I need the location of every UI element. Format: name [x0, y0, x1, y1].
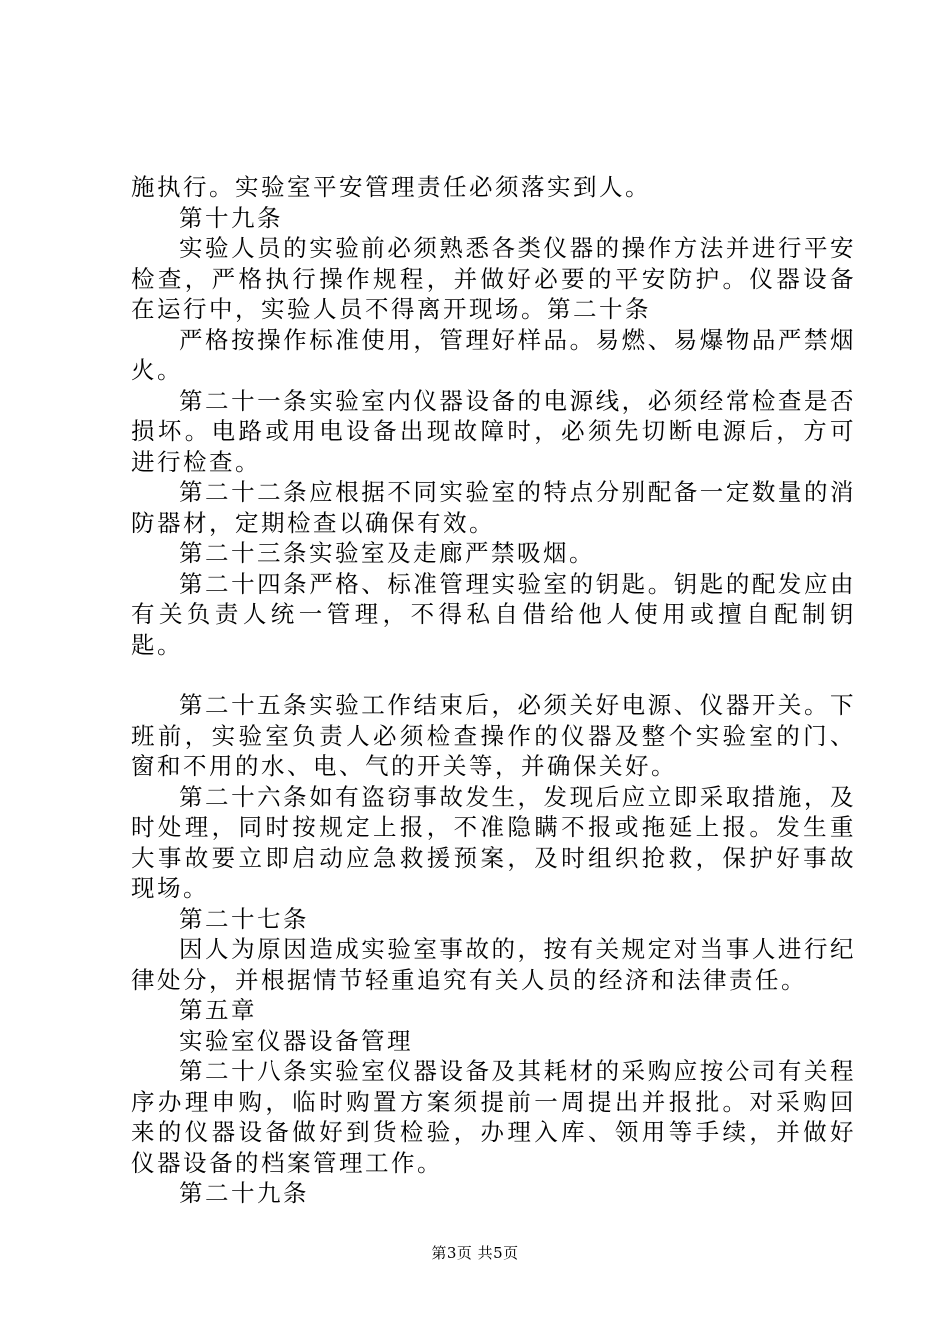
- paragraph-continuation: 施执行。实验室平安管理责任必须落实到人。: [131, 173, 651, 201]
- article-24-text: 第二十四条严格、标准管理实验室的钥匙。钥匙的配发应由有关负责人统一管理，不得私自借给他人使用或擅自配制钥匙。: [131, 569, 856, 659]
- article-27-heading: 第二十七条: [179, 904, 309, 933]
- article-20-text: 严格按操作标准使用，管理好样品。易燃、易爆物品严禁烟火。: [131, 325, 856, 384]
- chapter-5-title: 实验室仪器设备管理: [179, 1026, 413, 1055]
- document-body: [131, 172, 856, 1209]
- article-23-text: 第二十三条实验室及走廊严禁吸烟。: [179, 539, 595, 567]
- article-28-text: 第二十八条实验室仪器设备及其耗材的采购应按公司有关程序办理申购，临时购置方案须提前一周提出并报批。对采购回来的仪器设备做好到货检验，办理入库、领用等手续，并做好仪器设备的档案管理工作。: [131, 1057, 856, 1177]
- article-29-heading: 第二十九条: [179, 1179, 309, 1207]
- article-25-text: 第二十五条实验工作结束后，必须关好电源、仪器开关。下班前，实验室负责人必须检查操作的仪器及整个实验室的门、窗和不用的水、电、气的开关等，并确保关好。: [131, 691, 856, 780]
- article-19-text: 实验人员的实验前必须熟悉各类仪器的操作方法并进行平安检查，严格执行操作规程，并做好必要的平安防护。仪器设备在运行中，实验人员不得离开现场。第二十条: [131, 234, 856, 323]
- article-19-heading: 第十九条: [179, 203, 283, 232]
- chapter-5-heading: 第五章: [179, 996, 257, 1024]
- article-26-text: 第二十六条如有盗窃事故发生，发现后应立即采取措施，及时处理，同时按规定上报，不准隐瞒不报或拖延上报。发生重大事故要立即启动应急救援预案，及时组织抢救，保护好事故现场。: [131, 782, 856, 902]
- page-number-footer: 第3页 共5页: [431, 1244, 519, 1262]
- article-21-text: 第二十一条实验室内仪器设备的电源线，必须经常检查是否损坏。电路或用电设备出现故障时，必须先切断电源后，方可进行检查。: [131, 386, 856, 476]
- article-27-text: 因人为原因造成实验室事故的，按有关规定对当事人进行纪律处分，并根据情节轻重追究有关人员的经济和法律责任。: [131, 935, 856, 994]
- article-22-text: 第二十二条应根据不同实验室的特点分别配备一定数量的消防器材，定期检查以确保有效。: [131, 478, 856, 537]
